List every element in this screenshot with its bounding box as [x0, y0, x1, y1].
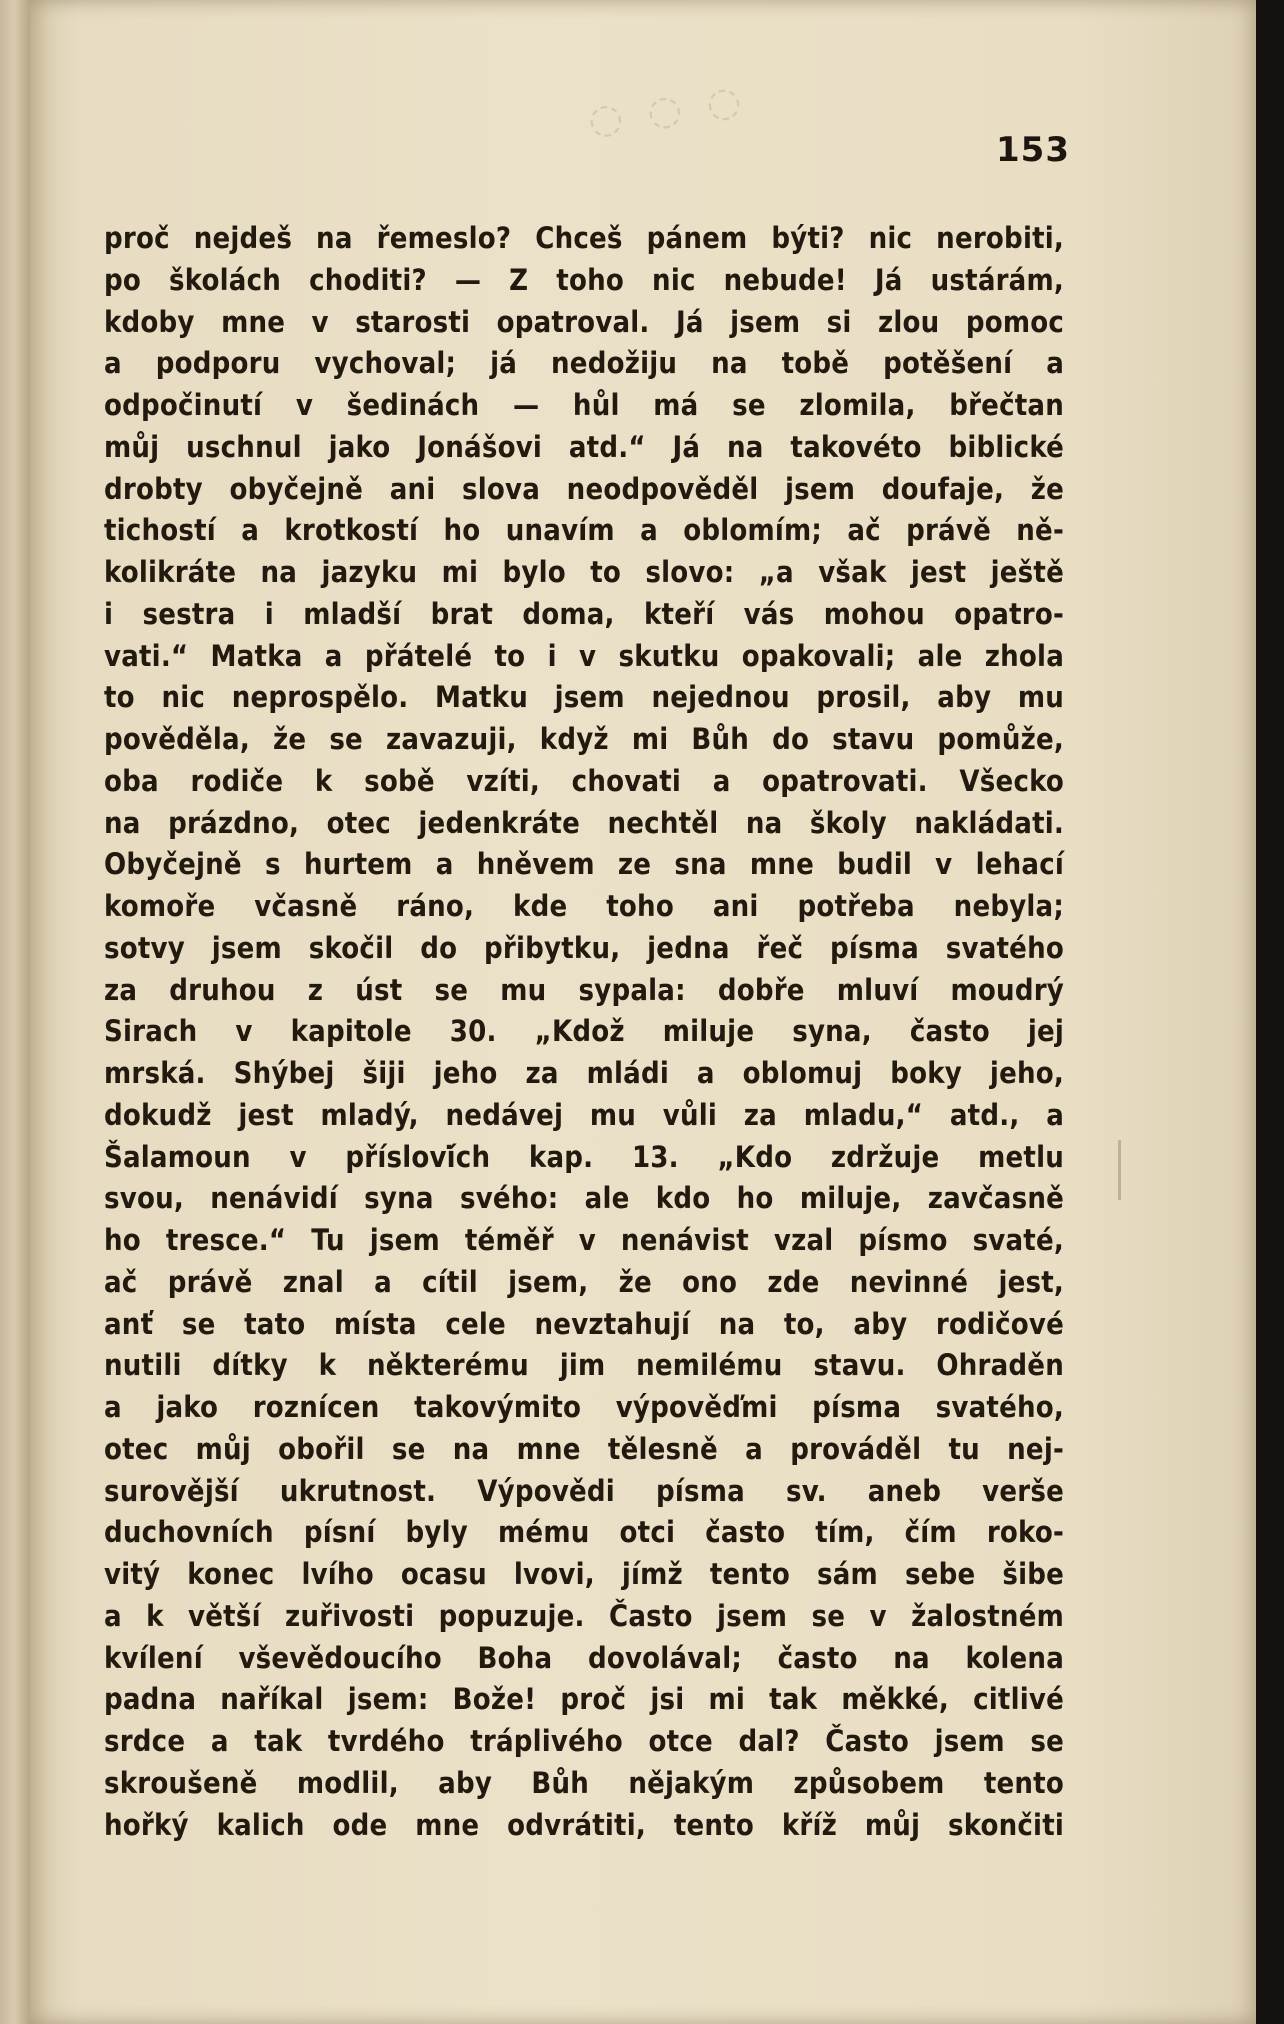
text-line: vati.“ Matka a přátelé to i v skutku opakovali; ale zhola [104, 638, 1064, 673]
text-line: i sestra i mladší brat doma, kteří vás mohou opatro- [104, 596, 1064, 631]
text-line: hořký kalich ode mne odvrátiti, tento kříž můj skončiti [104, 1807, 1064, 1842]
text-line: vitý konec lvího ocasu lvovi, jímž tento sám sebe šibe [104, 1557, 1064, 1591]
margin-mark [1118, 1140, 1121, 1200]
text-line: anť se tato místa cele nevztahují na to, aby rodičové [104, 1306, 1064, 1341]
text-line: drobty obyčejně ani slova neodpověděl jsem doufaje, že [104, 471, 1064, 506]
page-text [104, 218, 1064, 1846]
text-line: a jako roznícen takovýmito výpověďmi písma svatého, [104, 1390, 1064, 1424]
text-line: můj uschnul jako Jonášovi atd.“ Já na takovéto biblické [104, 429, 1064, 464]
text-line: ho tresce.“ Tu jsem téměř v nenávist vzal písmo svaté, [104, 1223, 1064, 1257]
text-line: oba rodiče k sobě vzíti, chovati a opatrovati. Všecko [104, 763, 1064, 798]
text-line: dokudž jest mladý, nedávej mu vůli za mladu,“ atd., a [104, 1097, 1064, 1132]
text-line: kolikráte na jazyku mi bylo to slovo: „a však jest ještě [104, 555, 1064, 589]
text-line: to nic neprospělo. Matku jsem nejednou prosil, aby mu [104, 680, 1064, 715]
text-line: Šalamoun v přísloví̇ch kap. 13. „Kdo zdržuje metlu [104, 1139, 1064, 1174]
text-line: za druhou z úst se mu sypala: dobře mluví moudrý [104, 972, 1064, 1007]
text-line: kvílení vševědoucího Boha dovolával; často na kolena [104, 1640, 1064, 1675]
faded-library-stamp: ◌ ◌ ◌ [585, 76, 750, 145]
text-line: svou, nenávidí syna svého: ale kdo ho miluje, zavčasně [104, 1181, 1064, 1216]
text-line: ač právě znal a cítil jsem, že ono zde nevinné jest, [104, 1264, 1064, 1299]
page-number: 153 [996, 130, 1070, 170]
text-line: proč nejdeš na řemeslo? Chceš pánem býti? nic nerobiti, [104, 221, 1064, 255]
text-line: komoře včasně ráno, kde toho ani potřeba nebyla; [104, 889, 1064, 923]
text-line: a podporu vychoval; já nedožiju na tobě potěšení a [104, 346, 1064, 381]
text-line: padna naříkal jsem: Bože! proč jsi mi tak měkké, citlivé [104, 1682, 1064, 1717]
text-line: kdoby mne v starosti opatroval. Já jsem si zlou pomoc [104, 304, 1064, 339]
text-line: skroušeně modlil, aby Bůh nějakým způsobem tento [104, 1765, 1064, 1800]
text-line: na prázdno, otec jedenkráte nechtěl na školy nakládati. [104, 805, 1064, 840]
text-line: Obyčejně s hurtem a hněvem ze sna mne budil v lehací [104, 847, 1064, 882]
text-line: surovější ukrutnost. Výpovědi písma sv. aneb verše [104, 1473, 1064, 1508]
text-line: sotvy jsem skočil do přibytku, jedna řeč písma svatého [104, 930, 1064, 965]
text-line: pověděla, že se zavazuji, když mi Bůh do stavu pomůže, [104, 722, 1064, 756]
text-line: po školách choditi? — Z toho nic nebude! Já ustárám, [104, 262, 1064, 297]
text-line: duchovních písní byly mému otci často tím, čím roko- [104, 1515, 1064, 1550]
text-line: a k větší zuřivosti popuzuje. Často jsem se v žalostném [104, 1598, 1064, 1633]
text-line: otec můj obořil se na mne tělesně a prováděl tu nej- [104, 1431, 1064, 1466]
text-line: odpočinutí v šedinách — hůl má se zlomila, břečtan [104, 388, 1064, 422]
text-line: srdce a tak tvrdého tráplivého otce dal? Často jsem se [104, 1724, 1064, 1758]
text-line: mrská. Shýbej šiji jeho za mládi a oblomuj boky jeho, [104, 1056, 1064, 1090]
text-line: nutili dítky k některému jim nemilému stavu. Ohraděn [104, 1348, 1064, 1383]
text-line: Sirach v kapitole 30. „Kdož miluje syna, často jej [104, 1014, 1064, 1049]
text-line: tichostí a krotkostí ho unavím a oblomím; ač právě ně- [104, 513, 1064, 548]
